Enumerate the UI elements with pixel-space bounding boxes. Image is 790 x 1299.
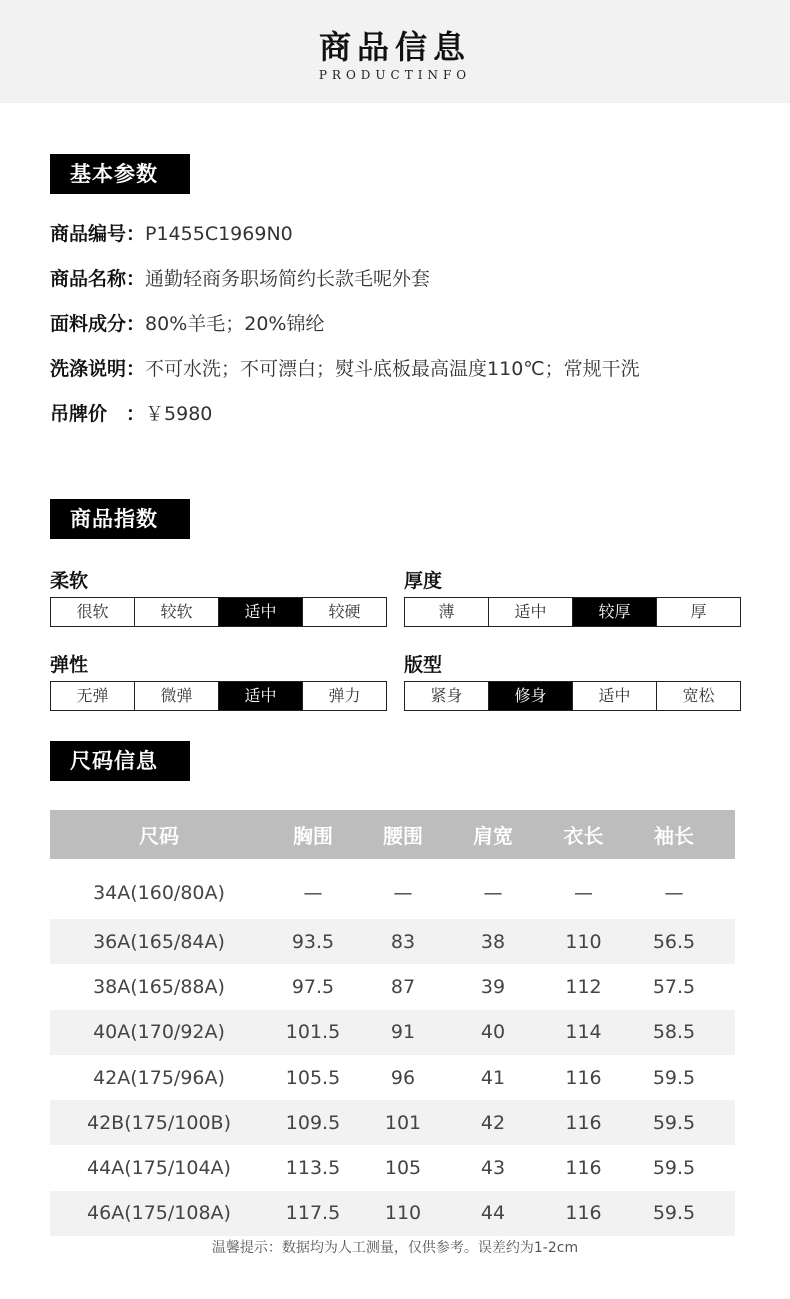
index-option: 紧身 [405,682,489,710]
table-cell: 39 [480,975,506,998]
table-cell: 59.5 [652,1111,696,1134]
table-cell: 109.5 [285,1111,341,1134]
param-value: 80%羊毛；20%锦纶 [145,313,325,335]
page-subtitle: PRODUCTINFO [318,68,472,82]
column-header-size: 尺码 [139,824,179,848]
size-table-body [50,859,735,1236]
index-option: 适中 [573,682,657,710]
table-cell: 116 [565,1111,602,1134]
table-cell: 46A(175/108A) [87,1202,231,1225]
table-cell: — [393,882,413,904]
table-cell: — [574,882,593,904]
table-cell: — [483,882,503,904]
table-row [50,1191,735,1236]
index-option: 弹力 [328,686,361,705]
section-label-index: 商品指数 [50,499,190,539]
index-option: 较软 [135,598,219,626]
table-cell: 105.5 [285,1066,341,1089]
index-scale-softness [50,597,387,627]
param-row-fabric [50,309,324,339]
param-row-name [50,264,430,294]
param-key: 吊牌价 ： [50,403,146,425]
column-header-shoulder: 肩宽 [473,824,513,848]
table-cell: 44 [480,1202,506,1225]
param-row-wash [50,354,640,384]
table-row [50,1010,735,1055]
table-cell: 56.5 [652,930,696,953]
section-label-basic: 基本参数 [50,154,190,194]
param-key: 商品名称： [50,268,146,290]
table-cell: 116 [565,1202,602,1225]
index-option: 适中 [489,598,573,626]
table-cell: — [664,882,684,904]
table-cell: 40 [480,1021,506,1044]
param-value: ￥5980 [145,403,213,425]
table-cell: 101 [384,1111,422,1134]
table-row [50,964,735,1009]
param-row-code [50,219,293,249]
table-cell: 116 [565,1066,602,1089]
table-cell: 42B(175/100B) [86,1111,231,1134]
table-cell: 42A(175/96A) [93,1066,225,1089]
table-row [50,919,735,964]
column-header-waist: 腰围 [383,824,423,848]
table-cell: 96 [390,1066,416,1089]
index-title-elasticity: 弹性 [50,654,89,676]
index-title-thickness: 厚度 [404,570,443,592]
column-header-chest: 胸围 [293,824,333,848]
table-cell: 83 [390,930,416,953]
table-cell: 97.5 [291,975,335,998]
index-scale-fit [404,681,741,711]
table-row [50,859,735,919]
table-cell: 38A(165/88A) [93,975,225,998]
index-scale-elasticity [50,681,387,711]
index-option: 微弹 [135,682,219,710]
table-cell: 114 [565,1021,602,1044]
index-option: 宽松 [682,686,715,705]
param-key: 洗涤说明： [50,358,146,380]
table-cell: 93.5 [291,930,335,953]
table-cell: 101.5 [285,1021,341,1044]
table-cell: 116 [565,1157,602,1180]
table-cell: 40A(170/92A) [93,1021,225,1044]
table-cell: 43 [480,1157,506,1180]
page-title: 商品信息 [318,28,471,66]
index-title-softness: 柔软 [50,570,89,592]
index-option: 适中 [219,682,303,710]
table-cell: 87 [390,975,416,998]
index-option: 薄 [405,598,489,626]
index-title-fit: 版型 [404,654,443,676]
table-cell: 113.5 [285,1157,341,1180]
table-cell: 41 [480,1066,506,1089]
table-cell: 59.5 [652,1202,696,1225]
section-label-size: 尺码信息 [50,741,190,781]
table-row [50,1055,735,1100]
param-key: 面料成分： [50,313,146,335]
table-cell: 110 [565,930,602,953]
table-cell: 110 [384,1202,422,1225]
column-header-sleeve: 袖长 [654,824,694,848]
page-header [0,0,790,103]
table-cell: 59.5 [652,1066,696,1089]
index-scale-thickness [404,597,741,627]
size-table-header [50,810,735,859]
table-cell: 105 [384,1157,422,1180]
table-cell: 58.5 [652,1021,696,1044]
table-row [50,1145,735,1190]
index-option: 无弹 [51,682,135,710]
column-header-length: 衣长 [563,824,604,848]
table-cell: 91 [390,1021,416,1044]
param-value: 通勤轻商务职场简约长款毛呢外套 [145,268,431,290]
table-cell: 42 [480,1111,506,1134]
table-cell: — [303,882,323,904]
size-table [50,810,735,1236]
param-value: 不可水洗；不可漂白；熨斗底板最高温度110℃；常规干洗 [145,358,640,380]
param-value: P1455C1969N0 [145,223,293,245]
table-cell: 112 [565,975,602,998]
param-key: 商品编号： [50,223,146,245]
index-option: 较硬 [328,602,361,621]
table-row [50,1100,735,1145]
table-cell: 57.5 [652,975,696,998]
index-option: 修身 [489,682,573,710]
index-option: 厚 [690,602,707,621]
index-option: 适中 [219,598,303,626]
size-note: 温馨提示：数据均为人工测量，仅供参考。误差约为1-2cm [211,1240,579,1256]
table-cell: 44A(175/104A) [87,1157,231,1180]
table-cell: 34A(160/80A) [93,882,225,904]
table-cell: 117.5 [285,1202,341,1225]
param-row-price [50,399,212,429]
index-option: 较厚 [573,598,657,626]
table-cell: 38 [480,930,506,953]
table-cell: 36A(165/84A) [93,930,225,953]
table-cell: 59.5 [652,1157,696,1180]
index-option: 很软 [51,598,135,626]
